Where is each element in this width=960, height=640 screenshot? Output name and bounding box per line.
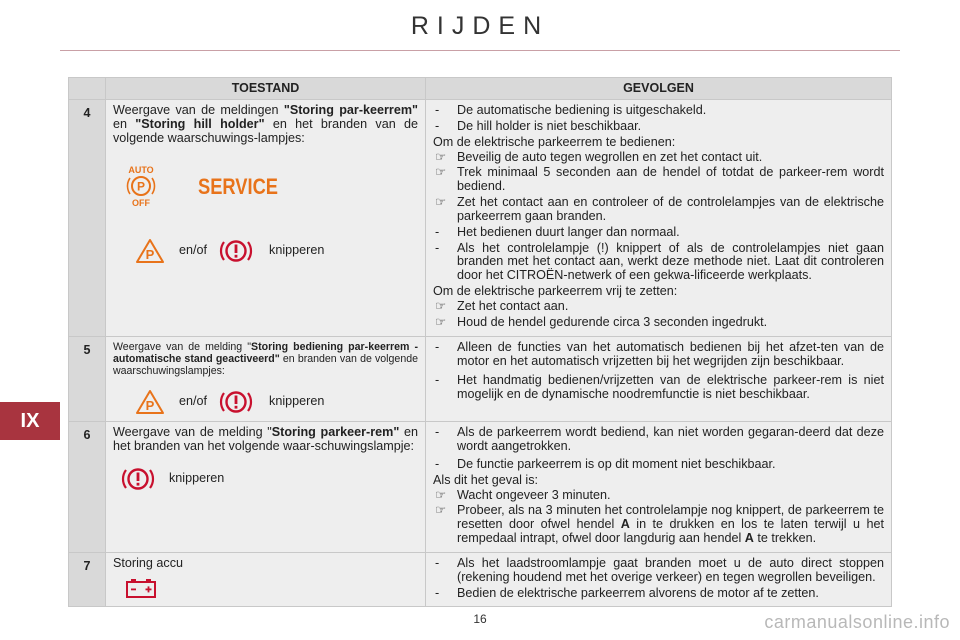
table-row [69, 552, 892, 607]
page-number: 16 [473, 612, 487, 626]
list-item: ☞ Houd de hendel gedurende circa 3 seconden ingedrukt. [435, 314, 768, 329]
title-divider [60, 50, 900, 51]
chapter-tab: IX [0, 402, 60, 440]
icon-row [113, 387, 418, 417]
watermark: carmanualsonline.info [764, 612, 950, 632]
brake-warning-icon [219, 236, 253, 266]
icon-row [113, 164, 418, 208]
table-row [69, 422, 892, 553]
page-title: RIJDEN [410, 12, 550, 40]
parking-warning-triangle-icon [135, 238, 165, 264]
consequences-cell [426, 422, 892, 553]
state-cell [106, 422, 426, 553]
brake-warning-icon [121, 464, 155, 494]
state-text: Weergave van de meldingen "Storing par-keerrem" en "Storing hill holder" en het branden van de volgende waarschuwings-lampjes: [113, 103, 418, 145]
consequences-list [433, 300, 884, 330]
consequences-list [433, 426, 884, 472]
list-item: ☞ Zet het contact aan. [435, 298, 569, 313]
svg-text:P: P [136, 179, 146, 194]
and-or-label: en/of [179, 394, 208, 409]
svg-text:AUTO: AUTO [128, 165, 154, 175]
battery-icon [125, 577, 157, 599]
table-row [69, 336, 892, 422]
icon-row [113, 577, 418, 599]
svg-text:OFF: OFF [132, 198, 150, 208]
state-text: Weergave van de melding "Storing bediening par-keerrem - automatische stand geactiveerd" en branden van de volgende waarschuwingslampjes: [113, 340, 419, 377]
consequences-cell [426, 552, 892, 607]
list-item: - De automatische bediening is uitgeschakeld. [435, 103, 707, 117]
state-cell [106, 336, 426, 422]
blink-label: knipperen [269, 394, 325, 409]
svg-text:P: P [145, 398, 155, 414]
svg-text:P: P [145, 247, 155, 262]
state-cell [106, 100, 426, 337]
icon-row [113, 236, 418, 266]
consequences-cell [426, 100, 892, 337]
subheading: Om de elektrische parkeerrem vrij te zetten: [433, 284, 678, 299]
service-icon [195, 173, 281, 199]
list-item: ☞ Trek minimaal 5 seconden aan de hendel of totdat de parkeer-rem wordt bediend. [435, 165, 884, 194]
list-item: - Als het controlelampje (!) knippert of als de controlelampjes niet gaan branden met het contact aan, werkt deze methode niet. Laat dit controleren door het CITROËN-netwerk of een gekwa-lificeerde werkplaats. [435, 240, 884, 283]
list-item: ☞ Wacht ongeveer 3 minuten. [435, 487, 611, 502]
auto-p-off-icon [121, 164, 161, 208]
list-item: ☞ Beveilig de auto tegen wegrollen en zet het contact uit. [435, 149, 763, 164]
row-number: 7 [69, 552, 106, 607]
pointing-hand-icon: ☞ [435, 195, 447, 210]
consequences-list [433, 489, 884, 546]
consequences-list [433, 151, 884, 284]
blink-label: knipperen [269, 243, 325, 258]
list-item: - Het bedienen duurt langer dan normaal. [435, 224, 680, 239]
pointing-hand-icon: ☞ [435, 149, 447, 164]
brake-warning-icon [219, 387, 253, 417]
state-text: Storing accu [113, 555, 184, 570]
icon-row [113, 464, 418, 494]
row-number: 5 [69, 336, 106, 422]
blink-label: knipperen [169, 470, 225, 485]
consequences-list [433, 341, 884, 402]
pointing-hand-icon: ☞ [435, 165, 447, 180]
corner-header-cell [69, 78, 106, 100]
pointing-hand-icon: ☞ [435, 487, 447, 502]
state-text: Weergave van de melding "Storing parkeer-rem" en het branden van het volgende waar-schuwingslampje: [113, 425, 418, 454]
consequences-list [433, 104, 884, 134]
consequences-cell [426, 336, 892, 422]
pointing-hand-icon: ☞ [435, 314, 447, 329]
subheading: Om de elektrische parkeerrem te bedienen: [433, 134, 676, 149]
row-number: 6 [69, 422, 106, 553]
state-cell [106, 552, 426, 607]
parking-warning-triangle-icon [135, 389, 165, 415]
list-item: - Als het laadstroomlampje gaat branden moet u de auto direct stoppen (rekening houdend met het overige verkeer) en tegen wegrollen beveiligen. [435, 555, 884, 584]
consequences-list [433, 557, 884, 601]
and-or-label: en/of [179, 243, 208, 258]
column-header-state: TOESTAND [106, 78, 426, 100]
column-header-consequences: GEVOLGEN [426, 78, 892, 100]
list-item: ☞ Zet het contact aan en controleer of de controlelampjes van de elektrische parkeerrem gaan branden. [435, 195, 884, 223]
table-header-row [69, 78, 892, 100]
list-item: - Het handmatig bedienen/vrijzetten van de elektrische parkeer-rem is niet mogelijk en de dynamische noodremfunctie is niet beschikbaar. [435, 373, 884, 402]
warnings-table [68, 77, 892, 607]
pointing-hand-icon: ☞ [435, 298, 447, 313]
svg-text:SERVICE: SERVICE [198, 174, 278, 199]
list-item: - Alleen de functies van het automatisch bedienen bij het afzet-ten van de motor en het automatisch vrijzetten bij het wegrijden zijn beschikbaar. [435, 339, 884, 368]
list-item: - Bedien de elektrische parkeerrem alvorens de motor af te zetten. [435, 585, 819, 600]
list-item: - De functie parkeerrem is op dit moment niet beschikbaar. [435, 456, 776, 471]
row-number: 4 [69, 100, 106, 337]
list-item: - Als de parkeerrem wordt bediend, kan niet worden gegaran-deerd dat deze wordt aangetrokken. [435, 425, 884, 454]
subheading: Als dit het geval is: [433, 472, 538, 487]
table-row [69, 100, 892, 337]
pointing-hand-icon: ☞ [435, 503, 447, 518]
list-item: - De hill holder is niet beschikbaar. [435, 118, 642, 133]
list-item: ☞ Probeer, als na 3 minuten het controlelampje nog knippert, de parkeerrem te resetten door ofwel hendel A in te drukken en los te laten terwijl u het rempedaal intrapt, ofwel door langdurig aan hendel A te trekken. [435, 503, 884, 546]
